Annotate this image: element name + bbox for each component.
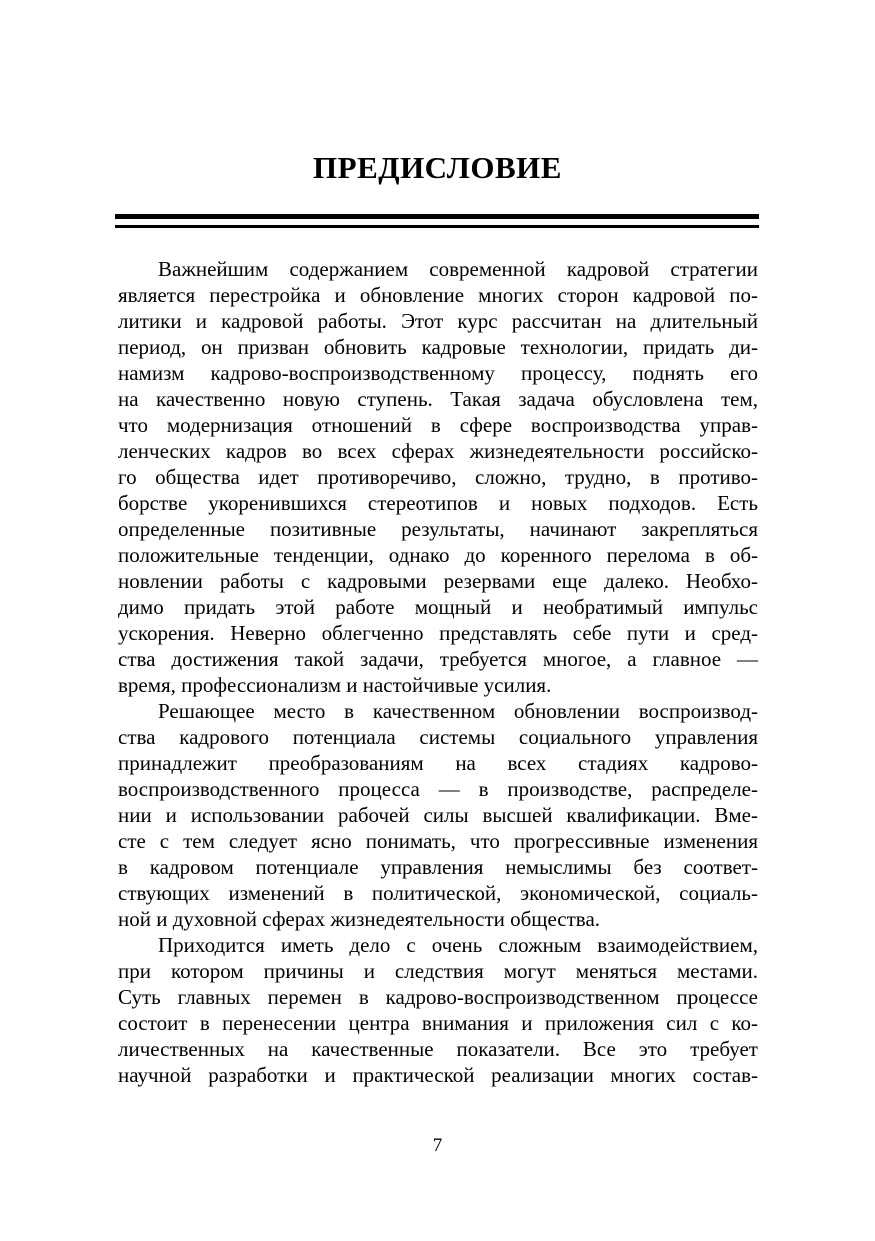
text-line: нии и использовании рабочей силы высшей квалификации. Вме-	[118, 803, 758, 827]
text-line: определенные позитивные результаты, начинают закрепляться	[118, 517, 758, 541]
text-line: воспроизводственного процесса — в производстве, распределе-	[118, 777, 758, 801]
text-line: научной разработки и практической реализации многих состав-	[118, 1063, 758, 1087]
text-line: Приходится иметь дело с очень сложным взаимодействием,	[158, 933, 758, 957]
text-line: борстве укоренившихся стереотипов и новых подходов. Есть	[118, 491, 758, 515]
text-line: Суть главных перемен в кадрово-воспроизводственном процессе	[118, 985, 758, 1009]
title-rule-thin	[115, 225, 759, 228]
text-line: что модернизация отношений в сфере воспроизводства управ-	[118, 413, 758, 437]
text-line: на качественно новую ступень. Такая задача обусловлена тем,	[118, 387, 758, 411]
text-line: является перестройка и обновление многих сторон кадровой по-	[118, 283, 758, 307]
text-line: период, он призван обновить кадровые технологии, придать ди-	[118, 335, 758, 359]
text-line: Важнейшим содержанием современной кадровой стратегии	[158, 257, 758, 281]
text-line: ства кадрового потенциала системы социального управления	[118, 725, 758, 749]
page-title: ПРЕДИСЛОВИЕ	[313, 150, 562, 185]
text-line: ной и духовной сферах жизнедеятельности общества.	[118, 907, 601, 931]
text-line: принадлежит преобразованиям на всех стадиях кадрово-	[118, 751, 758, 775]
text-line: ствующих изменений в политической, экономической, социаль-	[118, 881, 758, 905]
page-number: 7	[432, 1135, 443, 1156]
text-line: ства достижения такой задачи, требуется многое, а главное —	[118, 647, 758, 671]
title-rule-thick	[115, 214, 759, 219]
text-line: намизм кадрово-воспроизводственному процессу, поднять его	[118, 361, 758, 385]
paragraph	[118, 256, 758, 698]
text-line: при котором причины и следствия могут меняться местами.	[118, 959, 758, 983]
text-line: время, профессионализм и настойчивые усилия.	[118, 673, 552, 697]
text-line: литики и кадровой работы. Этот курс рассчитан на длительный	[118, 309, 758, 333]
text-line: ленческих кадров во всех сферах жизнедеятельности российско-	[118, 439, 758, 463]
text-line: ускорения. Неверно облегченно представлять себе пути и сред-	[118, 621, 758, 645]
paragraph	[118, 932, 758, 1088]
text-line: новлении работы с кадровыми резервами еще далеко. Необхо-	[118, 569, 758, 593]
paragraph	[118, 698, 758, 932]
text-line: положительные тенденции, однако до коренного перелома в об-	[118, 543, 758, 567]
text-line: состоит в перенесении центра внимания и приложения сил с ко-	[118, 1011, 758, 1035]
text-line: в кадровом потенциале управления немыслимы без соответ-	[118, 855, 758, 879]
text-line: го общества идет противоречиво, сложно, трудно, в противо-	[118, 465, 758, 489]
text-line: личественных на качественные показатели. Все это требует	[118, 1037, 758, 1061]
text-line: сте с тем следует ясно понимать, что прогрессивные изменения	[118, 829, 758, 853]
body-text	[118, 256, 758, 1088]
text-line: Решающее место в качественном обновлении воспроизвод-	[158, 699, 758, 723]
text-line: димо придать этой работе мощный и необратимый импульс	[118, 595, 758, 619]
